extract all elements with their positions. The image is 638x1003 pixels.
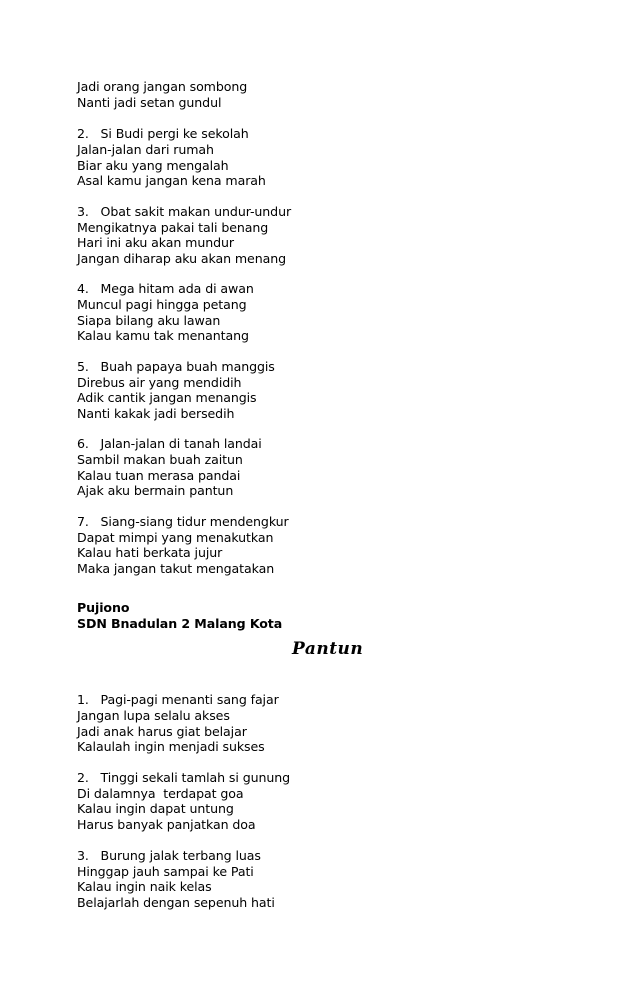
verse-line: Kalau kamu tak menantang [77, 328, 249, 343]
verse-line: Jadi anak harus giat belajar [77, 724, 247, 739]
verse-line: Adik cantik jangan menangis [77, 390, 257, 405]
verse-line: Siapa bilang aku lawan [77, 313, 221, 328]
verse-line: Direbus air yang mendidih [77, 375, 242, 390]
verse-line: Sambil makan buah zaitun [77, 452, 243, 467]
verse-line: Jangan diharap aku akan menang [77, 251, 286, 266]
verse-line: Jangan lupa selalu akses [77, 708, 230, 723]
verse-line: Kalaulah ingin menjadi sukses [77, 739, 265, 754]
verse-line: 6. Jalan-jalan di tanah landai [77, 436, 262, 451]
verse-line: 7. Siang-siang tidur mendengkur [77, 514, 289, 529]
verse-line: Jalan-jalan dari rumah [77, 142, 214, 157]
verse-line: Maka jangan takut mengatakan [77, 561, 275, 576]
verse-line: 4. Mega hitam ada di awan [77, 281, 254, 296]
verse-line: Mengikatnya pakai tali benang [77, 220, 269, 235]
author-school: SDN Bnadulan 2 Malang Kota [77, 616, 283, 631]
verse-line: 1. Pagi-pagi menanti sang fajar [77, 692, 279, 707]
section-title: Pantun [292, 639, 364, 659]
verse-line: Kalau ingin naik kelas [77, 879, 212, 894]
verse-line: 2. Si Budi pergi ke sekolah [77, 126, 249, 141]
verse-line: Di dalamnya terdapat goa [77, 786, 244, 801]
verse-line: Kalau hati berkata jujur [77, 545, 223, 560]
verse-line: Kalau ingin dapat untung [77, 801, 234, 816]
verse-line: Belajarlah dengan sepenuh hati [77, 895, 275, 910]
verse-line: Muncul pagi hingga petang [77, 297, 247, 312]
verse-line: Ajak aku bermain pantun [77, 483, 234, 498]
verse-line: 2. Tinggi sekali tamlah si gunung [77, 770, 291, 785]
verse-line: Nanti kakak jadi bersedih [77, 406, 235, 421]
verse-line: Nanti jadi setan gundul [77, 95, 222, 110]
author-name: Pujiono [77, 600, 130, 615]
verse-line: 3. Obat sakit makan undur-undur [77, 204, 292, 219]
verse-line: Hinggap jauh sampai ke Pati [77, 864, 254, 879]
verse-line: Harus banyak panjatkan doa [77, 817, 256, 832]
verse-line: Jadi orang jangan sombong [77, 79, 248, 94]
verse-line: Hari ini aku akan mundur [77, 235, 234, 250]
verse-line: 5. Buah papaya buah manggis [77, 359, 275, 374]
verse-line: Kalau tuan merasa pandai [77, 468, 241, 483]
verse-line: Asal kamu jangan kena marah [77, 173, 266, 188]
verse-line: Biar aku yang mengalah [77, 158, 229, 173]
verse-line: 3. Burung jalak terbang luas [77, 848, 261, 863]
verse-line: Dapat mimpi yang menakutkan [77, 530, 274, 545]
